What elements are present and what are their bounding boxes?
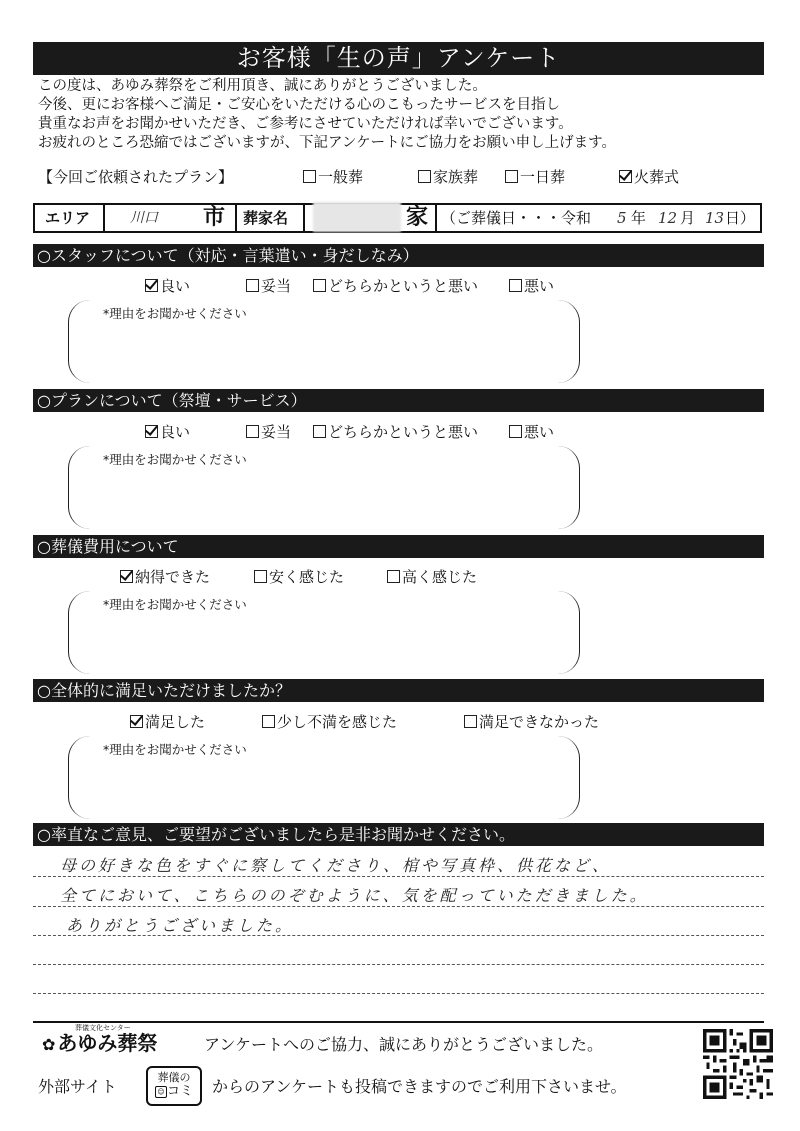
option-label: 満足できなかった xyxy=(479,713,600,731)
comment-line-1[interactable]: 母の好きな色をすぐに察してくださり、棺や写真枠、供花など、 xyxy=(60,856,612,875)
overall-reason-prompt: *理由をお聞かせください xyxy=(103,742,247,757)
kuchikomi-line-1: 葬儀の xyxy=(157,1071,191,1084)
thanks-message: アンケートへのご協力、誠にありがとうございました。 xyxy=(204,1035,604,1054)
month-unit: 月 xyxy=(680,209,696,227)
overall-option-satisfied[interactable] xyxy=(130,711,205,732)
kuchikomi-logo[interactable] xyxy=(146,1066,202,1106)
checkbox[interactable] xyxy=(246,279,259,292)
checkbox[interactable] xyxy=(262,715,275,728)
day-value[interactable]: 13 xyxy=(705,209,725,227)
staff-reason-prompt: *理由をお聞かせください xyxy=(103,306,247,321)
ruled-line xyxy=(33,935,764,936)
logo-subtitle: 葬儀文化センター xyxy=(75,1024,131,1032)
flower-icon: ✿ xyxy=(42,1035,56,1054)
ruled-line xyxy=(33,906,764,907)
option-label: どちらかというと悪い xyxy=(328,277,479,295)
checkbox[interactable] xyxy=(313,279,326,292)
cost-option-expensive[interactable] xyxy=(387,566,477,587)
staff-option-somewhat-bad[interactable] xyxy=(313,275,478,296)
staff-option-bad[interactable] xyxy=(509,275,554,296)
overall-option-slightly-dissatisfied[interactable] xyxy=(262,711,397,732)
cost-option-satisfied[interactable] xyxy=(120,566,210,587)
date-label: （ご葬儀日・・・令和 xyxy=(441,209,592,227)
option-label: 妥当 xyxy=(261,277,292,295)
external-site-label: 外部サイト xyxy=(38,1077,117,1096)
year-value[interactable]: 5 xyxy=(617,209,627,227)
day-unit: 日） xyxy=(725,209,756,227)
funeral-info-row xyxy=(33,203,762,233)
checkbox-checked[interactable] xyxy=(120,570,133,583)
section-overall-header: ○全体的に満足いただけましたか？ xyxy=(33,679,764,702)
option-label: 安く感じた xyxy=(269,568,345,586)
area-value[interactable]: 川口 xyxy=(130,210,158,226)
logo-text: あゆみ葬祭 xyxy=(57,1031,158,1055)
checkbox[interactable] xyxy=(418,170,431,183)
option-label: 火葬式 xyxy=(634,168,680,186)
intro-line-1: この度は、あゆみ葬祭をご利用頂き、誠にありがとうございました。 xyxy=(38,78,487,94)
option-label: 良い xyxy=(160,423,191,441)
checkbox[interactable] xyxy=(505,170,518,183)
plan-option-general[interactable] xyxy=(303,166,363,187)
family-suffix: 家 xyxy=(406,205,429,230)
month-value[interactable]: 12 xyxy=(658,209,678,227)
ruled-line xyxy=(33,876,764,877)
comment-line-3[interactable]: ありがとうございました。 xyxy=(66,916,295,935)
plan-option-somewhat-bad[interactable] xyxy=(313,421,478,442)
option-label: 悪い xyxy=(524,277,555,295)
intro-line-4: お疲れのところ恐縮ではございますが、下記アンケートにご協力をお願い申し上げます。 xyxy=(38,135,616,151)
plan-option-family[interactable] xyxy=(418,166,478,187)
option-label: 高く感じた xyxy=(402,568,478,586)
option-label: 家族葬 xyxy=(433,168,479,186)
ruled-line xyxy=(33,964,764,965)
area-label: エリア xyxy=(45,209,91,227)
checkbox[interactable] xyxy=(303,170,316,183)
checkbox-checked[interactable] xyxy=(145,279,158,292)
plan-option-bad[interactable] xyxy=(509,421,554,442)
cost-reason-prompt: *理由をお聞かせください xyxy=(103,597,247,612)
intro-line-3: 貴重なお声をお聞かせいただき、ご参考にさせていただければ幸いでございます。 xyxy=(38,116,573,132)
option-label: 納得できた xyxy=(135,568,211,586)
checkbox[interactable] xyxy=(313,425,326,438)
survey-title: お客様「生の声」アンケート xyxy=(33,42,764,75)
plan-option-oneday[interactable] xyxy=(505,166,565,187)
plan-option-cremation[interactable] xyxy=(619,166,679,187)
smile-icon: ☺ xyxy=(155,1086,167,1098)
section-plan-header: ○プランについて（祭壇・サービス） xyxy=(33,389,764,412)
ruled-line xyxy=(33,993,764,994)
option-label: 一般葬 xyxy=(318,168,364,186)
section-cost-header: ○葬儀費用について xyxy=(33,535,764,558)
option-label: 妥当 xyxy=(261,423,292,441)
plan-reason-prompt: *理由をお聞かせください xyxy=(103,452,247,467)
overall-option-not-satisfied[interactable] xyxy=(464,711,599,732)
checkbox[interactable] xyxy=(254,570,267,583)
intro-line-2: 今後、更にお客様へご満足・ご安心をいただける心のこもったサービスを目指し xyxy=(38,97,560,113)
option-label: 満足した xyxy=(145,713,206,731)
cost-option-cheap[interactable] xyxy=(254,566,344,587)
redacted-family-name xyxy=(313,202,401,232)
section-comments-header: ○率直なご意見、ご要望がございましたら是非お聞かせください。 xyxy=(33,823,764,846)
family-name-label: 葬家名 xyxy=(243,209,289,227)
plan-option-fair[interactable] xyxy=(246,421,291,442)
option-label: 良い xyxy=(160,277,191,295)
kuchikomi-line-2-wrap xyxy=(148,1085,200,1099)
footer-divider xyxy=(33,1021,764,1023)
kuchikomi-text: コミ xyxy=(166,1084,193,1099)
checkbox[interactable] xyxy=(509,425,522,438)
ayumi-logo xyxy=(42,1027,157,1056)
option-label: 少し不満を感じた xyxy=(277,713,398,731)
option-label: 一日葬 xyxy=(520,168,566,186)
plan-option-good[interactable] xyxy=(145,421,190,442)
checkbox-checked[interactable] xyxy=(130,715,143,728)
option-label: どちらかというと悪い xyxy=(328,423,479,441)
plan-label: 【今回ご依頼されたプラン】 xyxy=(38,168,234,186)
qr-code-icon[interactable] xyxy=(703,1029,773,1099)
external-site-message: からのアンケートも投稿できますのでご利用下さいませ。 xyxy=(212,1077,627,1096)
checkbox[interactable] xyxy=(509,279,522,292)
checkbox-checked[interactable] xyxy=(145,425,158,438)
staff-option-fair[interactable] xyxy=(246,275,291,296)
checkbox-checked[interactable] xyxy=(619,170,632,183)
option-label: 悪い xyxy=(524,423,555,441)
comment-line-2[interactable]: 全てにおいて、こちらののぞむように、気を配っていただきました。 xyxy=(60,886,649,905)
checkbox[interactable] xyxy=(246,425,259,438)
checkbox[interactable] xyxy=(464,715,477,728)
section-staff-header: ○スタッフについて（対応・言葉遣い・身だしなみ） xyxy=(33,244,764,267)
year-unit: 年 xyxy=(631,209,647,227)
city-suffix: 市 xyxy=(203,205,226,230)
staff-option-good[interactable] xyxy=(145,275,190,296)
checkbox[interactable] xyxy=(387,570,400,583)
